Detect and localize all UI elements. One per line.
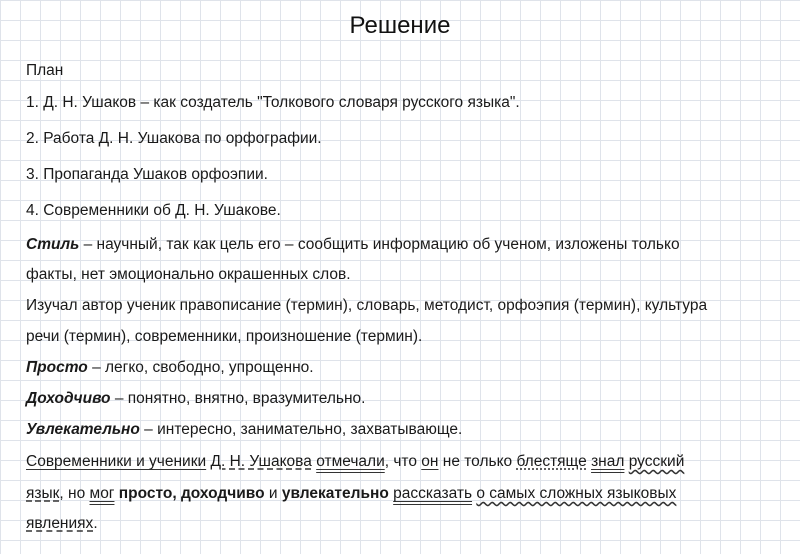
terms-line-1: Изучал автор ученик правописание (термин), словарь, методист, орфоэпия (термин), культура xyxy=(26,297,708,314)
attribute-word: русский xyxy=(628,453,685,470)
definition-text: – легко, свободно, упрощенно. xyxy=(87,359,314,376)
predicate-word: мог xyxy=(89,485,115,502)
plan-heading: План xyxy=(26,62,64,79)
definition-uvlekatelno xyxy=(26,421,462,439)
subject-word: он xyxy=(421,453,439,470)
definition-term: Просто xyxy=(26,359,88,376)
analysis-line-3 xyxy=(26,515,98,533)
object-word: язык xyxy=(26,485,60,502)
bold-words: просто, доходчиво xyxy=(118,485,265,502)
text-gap: . xyxy=(93,515,98,532)
object-word: явлениях xyxy=(26,515,94,532)
plan-item-3: 3. Пропаганда Ушаков орфоэпии. xyxy=(26,166,268,183)
plan-item-2: 2. Работа Д. Н. Ушакова по орфографии. xyxy=(26,130,322,147)
bold-word: увлекательно xyxy=(281,485,389,502)
page-title: Решение xyxy=(349,12,451,39)
predicate-word: рассказать xyxy=(393,485,473,502)
definition-dohodchivo xyxy=(26,390,365,408)
object-words: о самых сложных языковых xyxy=(476,485,677,502)
plan-item-4: 4. Современники об Д. Н. Ушакове. xyxy=(26,202,281,219)
plan-item-1: 1. Д. Н. Ушаков – как создатель "Толкового словаря русского языка". xyxy=(26,94,520,111)
predicate-word: знал xyxy=(591,453,625,470)
definition-term: Увлекательно xyxy=(26,421,140,438)
attribute-words: Д. Н. Ушакова xyxy=(210,453,312,470)
definition-text: – понятно, внятно, вразумительно. xyxy=(110,390,366,407)
style-term: Стиль xyxy=(26,236,80,253)
predicate-word: отмечали xyxy=(316,453,385,470)
style-line-1 xyxy=(26,236,680,254)
text-gap: , что xyxy=(384,453,422,470)
definition-prosto xyxy=(26,359,314,377)
text-gap: , но xyxy=(59,485,90,502)
definition-text: – интересно, занимательно, захватывающе. xyxy=(139,421,463,438)
terms-line-2: речи (термин), современники, произношение (термин). xyxy=(26,328,423,345)
definition-term: Доходчиво xyxy=(26,390,111,407)
text-gap: не только xyxy=(438,453,517,470)
adverbial-word: блестяще xyxy=(516,453,587,470)
analysis-line-2 xyxy=(26,485,676,503)
style-text-1: – научный, так как цель его – сообщить информацию об ученом, изложены только xyxy=(79,236,680,253)
text-gap: и xyxy=(264,485,282,502)
style-line-2: факты, нет эмоционально окрашенных слов. xyxy=(26,266,351,283)
analysis-line-1 xyxy=(26,453,684,471)
subject-words: Современники и ученики xyxy=(26,453,207,470)
